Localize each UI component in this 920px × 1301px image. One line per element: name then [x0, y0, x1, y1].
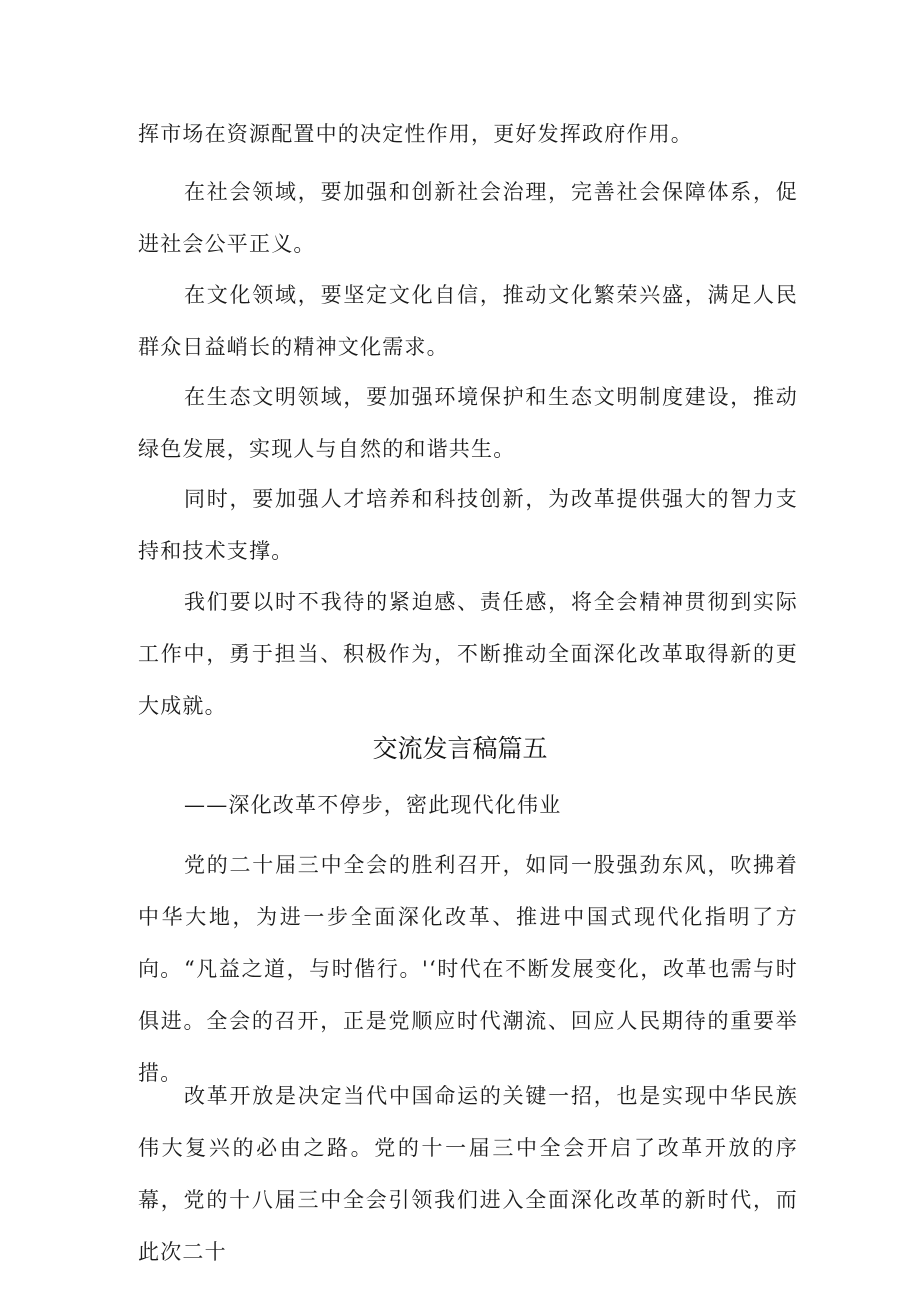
paragraph-plenum-opening: 党的二十届三中全会的胜利召开，如同一股强劲东风，吹拂着中华大地，为进一步全面深化改革、推进中国式现代化指明了方向。 — [138, 853, 798, 981]
paragraph-market-role: 挥市场在资源配置中的决定性作用，更好发挥政府作用。 — [138, 122, 693, 146]
paragraph-quote: “凡益之道，与时偕行。'‘时代在不断发展变化，改革也需与时俱进。全会的召开，正是党顺应时代潮流、回应人民期待的重要举措。 — [138, 957, 798, 1085]
paragraph-talent-tech: 同时，要加强人才培养和科技创新，为改革提供强大的智力支持和技术支撑。 — [138, 487, 798, 563]
paragraph-social-field: 在社会领域，要加强和创新社会治理，完善社会保障体系，促进社会公平正义。 — [138, 180, 798, 256]
section-title: 交流发言稿篇五 — [372, 734, 548, 763]
paragraph-culture-field: 在文化领域，要坚定文化自信，推动文化繁荣兴盛，满足人民群众日益峭长的精神文化需求。 — [138, 283, 798, 359]
paragraph-ecology-field: 在生态文明领域，要加强环境保护和生态文明制度建设，推动绿色发展，实现人与自然的和谐共生。 — [138, 385, 798, 461]
paragraph-urgency: 我们要以时不我待的紧迫感、责任感，将全会精神贯彻到实际工作中，勇于担当、积极作为，不断推动全面深化改革取得新的更大成就。 — [138, 590, 798, 718]
paragraph-reform-opening: 改革开放是决定当代中国命运的关键一招，也是实现中华民族伟大复兴的必由之路。党的十一届三中全会开启了改革开放的序幕，党的十八届三中全会引领我们进入全面深化改革的新时代，而此次二十 — [138, 1084, 798, 1264]
section-subtitle: ——深化改革不停步，密此现代化伟业 — [184, 793, 562, 817]
